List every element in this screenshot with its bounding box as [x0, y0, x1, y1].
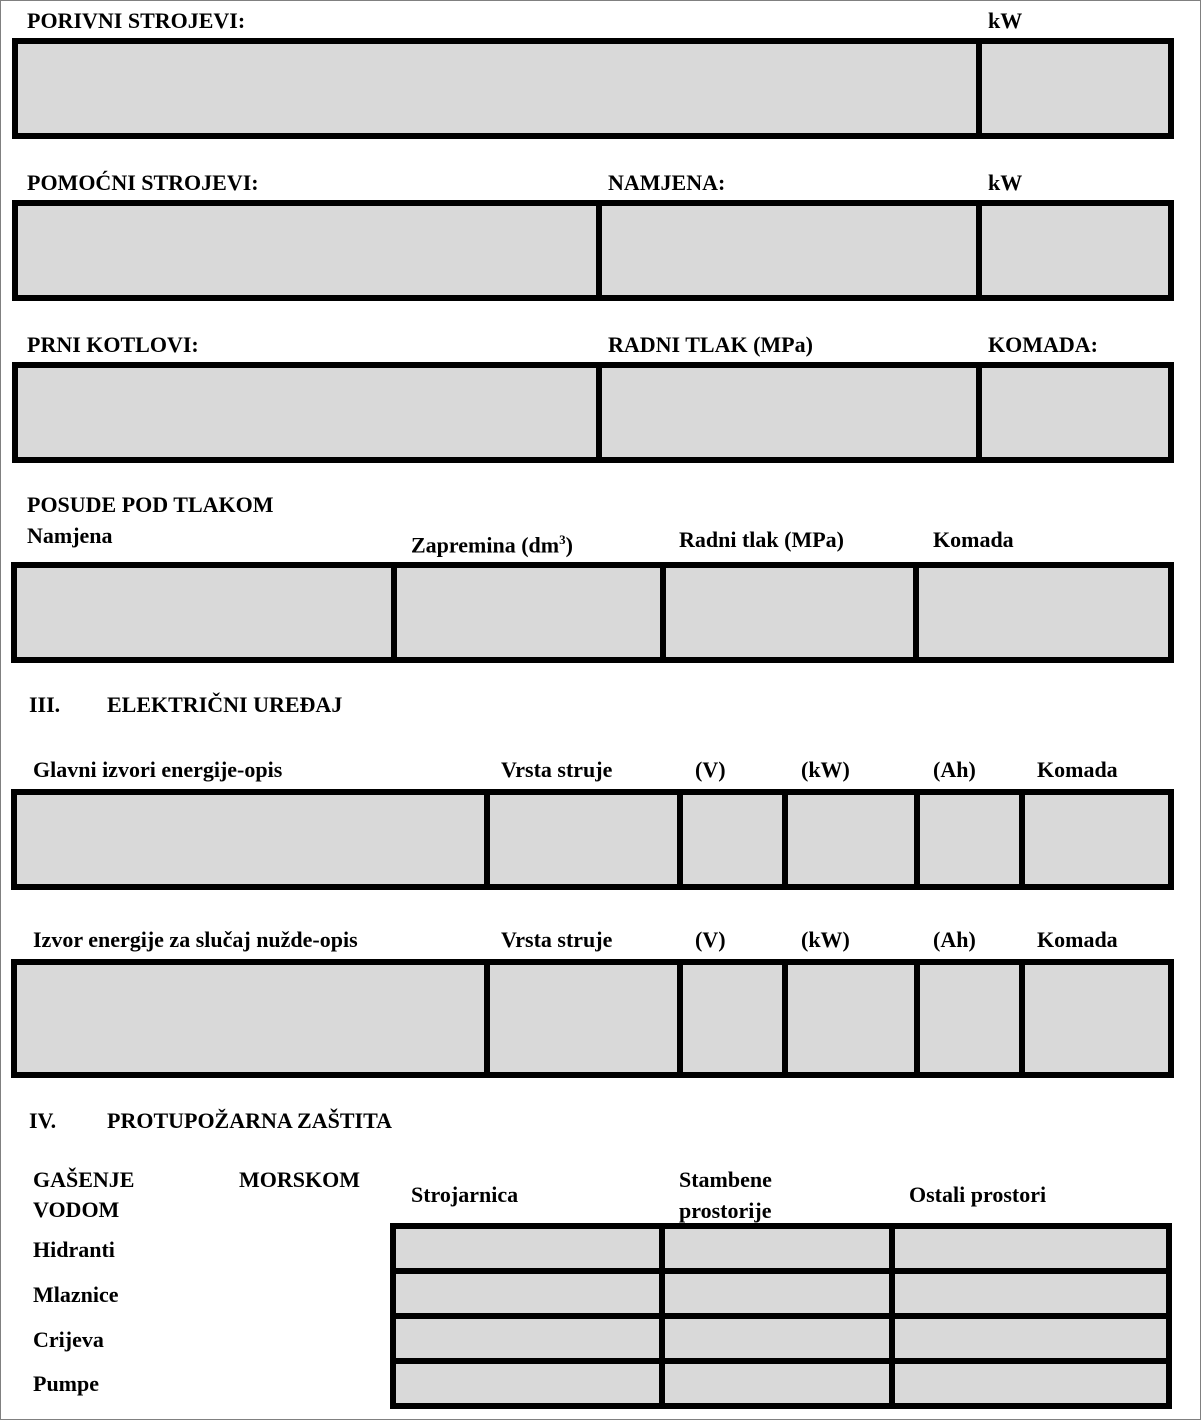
main-engines-field[interactable] — [18, 44, 976, 133]
emergency-source-capacity-label: (Ah) — [933, 927, 976, 952]
hydrants-engine-room-field[interactable] — [396, 1229, 659, 1268]
aux-engines-purpose-field[interactable] — [602, 206, 976, 295]
electrical-section-number: III. — [29, 692, 61, 717]
emergency-source-count-label: Komada — [1037, 927, 1118, 952]
nozzles-engine-room-field[interactable] — [396, 1274, 659, 1313]
row-nozzles: Mlaznice — [33, 1282, 119, 1307]
boilers-row — [12, 362, 1174, 463]
main-sources-current-label: Vrsta struje — [501, 757, 613, 782]
pressure-vessels-row — [11, 562, 1174, 663]
pumps-other-field[interactable] — [895, 1364, 1166, 1403]
row-hoses: Crijeva — [33, 1327, 104, 1352]
main-engines-kw-field[interactable] — [982, 44, 1168, 133]
boilers-count-field[interactable] — [982, 368, 1168, 457]
col-accommodation-line1: Stambene — [679, 1167, 772, 1192]
main-engines-row — [12, 38, 1174, 139]
col-other-spaces: Ostali prostori — [909, 1182, 1047, 1207]
emergency-source-power-label: (kW) — [801, 927, 850, 952]
main-sources-voltage-field[interactable] — [683, 795, 782, 884]
pumps-accommodation-field[interactable] — [665, 1364, 889, 1403]
nozzles-other-field[interactable] — [895, 1274, 1166, 1313]
aux-engines-field[interactable] — [18, 206, 596, 295]
emergency-source-voltage-field[interactable] — [683, 965, 782, 1072]
hoses-other-field[interactable] — [895, 1319, 1166, 1358]
aux-engines-row — [12, 200, 1174, 301]
water-label-line2: VODOM — [33, 1197, 120, 1222]
fire-section-number: IV. — [29, 1108, 57, 1133]
boilers-count-label: KOMADA: — [988, 332, 1098, 357]
boilers-pressure-field[interactable] — [602, 368, 976, 457]
boilers-pressure-label: RADNI TLAK (MPa) — [608, 332, 813, 357]
aux-engines-purpose-label: NAMJENA: — [608, 170, 726, 195]
pressure-vessels-title: POSUDE POD TLAKOM — [27, 492, 274, 517]
pressure-vessels-pressure-field[interactable] — [666, 568, 913, 657]
aux-engines-label: POMOĆNI STROJEVI: — [27, 170, 259, 195]
aux-engines-kw-label: kW — [988, 170, 1023, 195]
pressure-vessels-purpose-label: Namjena — [27, 523, 113, 548]
emergency-source-capacity-field[interactable] — [920, 965, 1019, 1072]
nozzles-accommodation-field[interactable] — [665, 1274, 889, 1313]
emergency-source-row — [11, 959, 1174, 1078]
main-sources-count-label: Komada — [1037, 757, 1118, 782]
main-sources-capacity-label: (Ah) — [933, 757, 976, 782]
main-sources-count-field[interactable] — [1025, 795, 1168, 884]
pressure-vessels-purpose-field[interactable] — [17, 568, 391, 657]
hoses-accommodation-field[interactable] — [665, 1319, 889, 1358]
main-sources-power-field[interactable] — [788, 795, 914, 884]
main-sources-current-field[interactable] — [490, 795, 677, 884]
main-sources-description-field[interactable] — [17, 795, 484, 884]
fire-section-title: PROTUPOŽARNA ZAŠTITA — [107, 1108, 393, 1133]
emergency-source-current-field[interactable] — [490, 965, 677, 1072]
main-sources-voltage-label: (V) — [695, 757, 726, 782]
pressure-vessels-count-label: Komada — [933, 527, 1014, 552]
emergency-source-power-field[interactable] — [788, 965, 914, 1072]
pressure-vessels-count-field[interactable] — [919, 568, 1168, 657]
main-engines-label: PORIVNI STROJEVI: — [27, 8, 246, 33]
main-sources-row — [11, 789, 1174, 890]
aux-engines-kw-field[interactable] — [982, 206, 1168, 295]
row-hydrants: Hidranti — [33, 1237, 115, 1262]
boilers-label: PRNI KOTLOVI: — [27, 332, 199, 357]
hoses-engine-room-field[interactable] — [396, 1319, 659, 1358]
sea-water-label: MORSKOM — [239, 1167, 360, 1192]
row-pumps: Pumpe — [33, 1371, 99, 1396]
boilers-field[interactable] — [18, 368, 596, 457]
emergency-source-description-field[interactable] — [17, 965, 484, 1072]
pressure-vessels-pressure-label: Radni tlak (MPa) — [679, 527, 844, 552]
pressure-vessels-volume-field[interactable] — [397, 568, 660, 657]
emergency-source-count-field[interactable] — [1025, 965, 1168, 1072]
fire-protection-grid — [390, 1223, 1172, 1409]
water-label-line1: GAŠENJE — [33, 1167, 135, 1192]
pumps-engine-room-field[interactable] — [396, 1364, 659, 1403]
hydrants-accommodation-field[interactable] — [665, 1229, 889, 1268]
main-sources-label: Glavni izvori energije-opis — [33, 757, 283, 782]
col-engine-room: Strojarnica — [411, 1182, 519, 1207]
emergency-source-voltage-label: (V) — [695, 927, 726, 952]
emergency-source-current-label: Vrsta struje — [501, 927, 613, 952]
hydrants-other-field[interactable] — [895, 1229, 1166, 1268]
emergency-source-label: Izvor energije za slučaj nužde-opis — [33, 927, 358, 952]
col-accommodation-line2: prostorije — [679, 1198, 772, 1223]
main-sources-power-label: (kW) — [801, 757, 850, 782]
electrical-section-title: ELEKTRIČNI UREĐAJ — [107, 692, 343, 717]
pressure-vessels-volume-label: Zapremina $(dm^3)$ — [411, 532, 573, 558]
main-sources-capacity-field[interactable] — [920, 795, 1019, 884]
main-engines-kw-label: kW — [988, 8, 1023, 33]
